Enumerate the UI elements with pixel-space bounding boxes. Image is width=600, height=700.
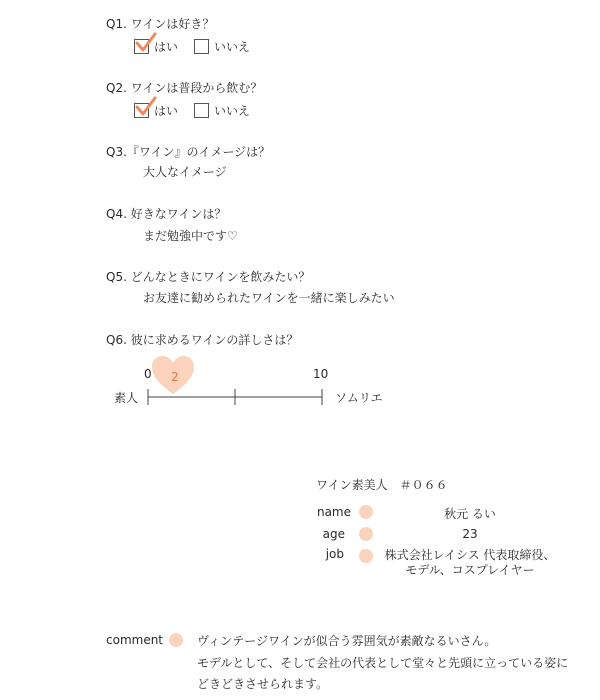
check-icon bbox=[135, 96, 157, 118]
q1-no-label: いいえ bbox=[214, 40, 251, 54]
profile-name-label: name bbox=[316, 505, 351, 519]
q2-yes-checkbox[interactable] bbox=[134, 103, 149, 118]
comment-line-3: どきどきさせられます。 bbox=[197, 677, 329, 691]
check-icon bbox=[135, 32, 157, 54]
scale-min-label: 0 bbox=[144, 367, 152, 381]
q2-no-option[interactable] bbox=[194, 102, 250, 119]
profile-title: ワイン素美人 ＃０６６ bbox=[316, 478, 448, 492]
q4-answer: まだ勉強中です♡ bbox=[143, 229, 238, 243]
q1-no-option[interactable] bbox=[194, 38, 250, 55]
scale-left-label: 素人 bbox=[114, 391, 139, 405]
q1-yes-checkbox[interactable] bbox=[134, 39, 149, 54]
q2-no-label: いいえ bbox=[214, 104, 251, 118]
scale-value-label: 2 bbox=[171, 370, 179, 384]
q5-label: Q5. どんなときにワインを飲みたい？ bbox=[106, 270, 311, 284]
q2-label: Q2. ワインは普段から飲む？ bbox=[106, 81, 263, 95]
profile-age-value: 23 bbox=[462, 527, 478, 541]
profile-age-label: age bbox=[322, 527, 345, 541]
comment-line-2: モデルとして、そして会社の代表として堂々と先頭に立っている姿に bbox=[197, 656, 569, 670]
q3-label: Q3.『ワイン』のイメージは？ bbox=[106, 145, 271, 159]
profile-job-value-line2: モデル、コスプレイヤー bbox=[405, 563, 535, 577]
q2-yes-option[interactable] bbox=[134, 102, 178, 119]
profile-job-value-line1: 株式会社レイシス 代表取締役、 bbox=[384, 548, 556, 562]
profile-name-value: 秋元 るい bbox=[444, 507, 496, 521]
q4-label: Q4. 好きなワインは？ bbox=[106, 207, 227, 221]
q6-label: Q6. 彼に求めるワインの詳しさは？ bbox=[106, 333, 299, 347]
scale-max-label: 10 bbox=[313, 367, 329, 381]
scale-right-label: ソムリエ bbox=[335, 391, 383, 405]
q5-answer: お友達に勧められたワインを一緒に楽しみたい bbox=[143, 291, 395, 305]
profile-job-label: job bbox=[325, 547, 344, 561]
q1-yes-label: はい bbox=[154, 40, 179, 54]
profile-age-dot bbox=[359, 527, 373, 541]
q1-yes-option[interactable] bbox=[134, 38, 178, 55]
comment-dot bbox=[169, 633, 183, 647]
q1-label: Q1. ワインは好き？ bbox=[106, 17, 215, 31]
scale-axis bbox=[140, 386, 330, 406]
profile-job-dot bbox=[359, 549, 373, 563]
q1-no-checkbox[interactable] bbox=[194, 39, 209, 54]
comment-line-1: ヴィンテージワインが似合う雰囲気が素敵なるいさん。 bbox=[197, 634, 497, 648]
profile-name-dot bbox=[359, 505, 373, 519]
q2-yes-label: はい bbox=[154, 104, 179, 118]
q2-no-checkbox[interactable] bbox=[194, 103, 209, 118]
q3-answer: 大人なイメージ bbox=[143, 165, 227, 179]
comment-label: comment bbox=[106, 633, 164, 647]
